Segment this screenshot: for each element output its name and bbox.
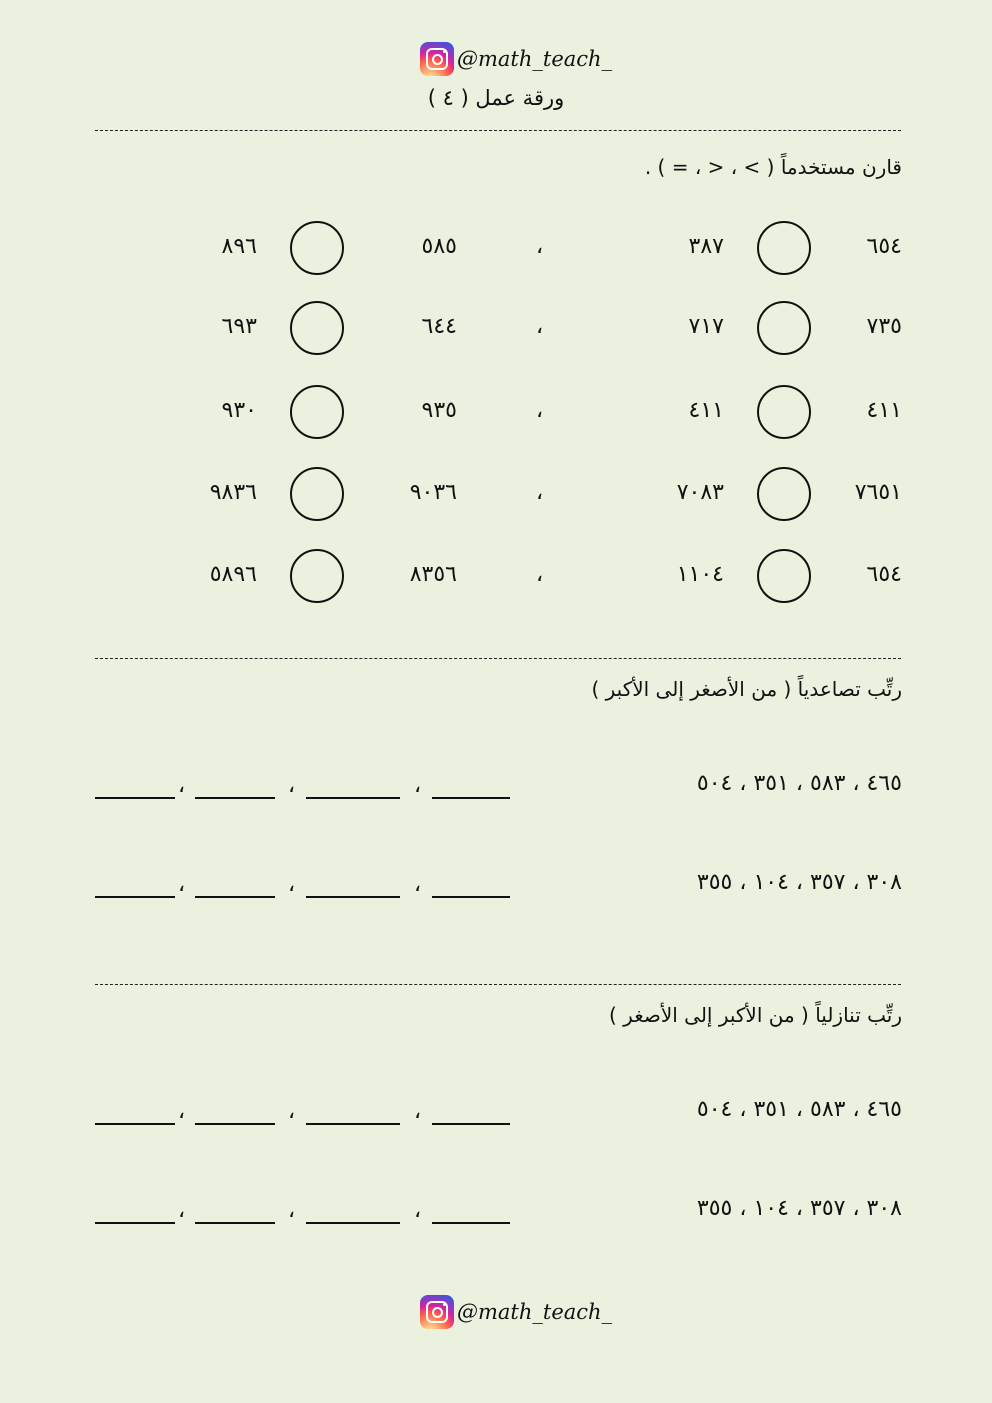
- compare-number-d: ٦٩٣: [221, 314, 257, 339]
- number-sequence: ٣٠٨ ، ٣٥٧ ، ١٠٤ ، ٣٥٥: [696, 870, 902, 895]
- answer-blank[interactable]: [306, 797, 400, 799]
- compare-number-c: ٨٣٥٦: [409, 562, 457, 587]
- instagram-icon: [420, 1295, 454, 1329]
- answer-blank[interactable]: [195, 797, 275, 799]
- answer-circle[interactable]: [290, 301, 344, 355]
- separator: ،: [288, 872, 296, 897]
- answer-blank[interactable]: [432, 896, 510, 898]
- divider: [95, 130, 901, 131]
- separator: ،: [536, 562, 544, 587]
- answer-blank[interactable]: [306, 1123, 400, 1125]
- answer-blank[interactable]: [195, 896, 275, 898]
- footer-brand: [420, 1295, 612, 1329]
- answer-blank[interactable]: [195, 1222, 275, 1224]
- divider: [95, 984, 901, 985]
- answer-circle[interactable]: [757, 301, 811, 355]
- compare-number-a: ٤١١: [866, 398, 902, 423]
- compare-number-b: ٤١١: [688, 398, 724, 423]
- answer-blank[interactable]: [195, 1123, 275, 1125]
- compare-instruction: قارن مستخدماً ( > ، < ، = ) .: [644, 155, 902, 179]
- compare-number-d: ٥٨٩٦: [209, 562, 257, 587]
- answer-circle[interactable]: [757, 549, 811, 603]
- instagram-icon: [420, 42, 454, 76]
- separator: ،: [536, 398, 544, 423]
- compare-number-c: ٦٤٤: [421, 314, 457, 339]
- compare-number-d: ٩٨٣٦: [209, 480, 257, 505]
- answer-blank[interactable]: [95, 896, 175, 898]
- separator: ،: [288, 1198, 296, 1223]
- compare-number-a: ٦٥٤: [866, 234, 902, 259]
- compare-number-a: ٦٥٤: [866, 562, 902, 587]
- header-handle: @math_teach_: [457, 47, 613, 71]
- separator: ،: [414, 872, 422, 897]
- separator: ،: [414, 1099, 422, 1124]
- answer-circle[interactable]: [757, 467, 811, 521]
- separator: ،: [414, 773, 422, 798]
- answer-circle[interactable]: [290, 221, 344, 275]
- number-sequence: ٣٠٨ ، ٣٥٧ ، ١٠٤ ، ٣٥٥: [696, 1196, 902, 1221]
- page-title: ورقة عمل ( ٤ ): [427, 86, 565, 110]
- answer-circle[interactable]: [290, 549, 344, 603]
- compare-number-b: ٧١٧: [688, 314, 724, 339]
- answer-circle[interactable]: [290, 385, 344, 439]
- answer-blank[interactable]: [95, 797, 175, 799]
- compare-number-b: ٣٨٧: [688, 234, 724, 259]
- answer-blank[interactable]: [95, 1222, 175, 1224]
- compare-number-a: ٧٣٥: [866, 314, 902, 339]
- compare-number-b: ١١٠٤: [676, 562, 724, 587]
- header-brand: [420, 42, 612, 76]
- number-sequence: ٤٦٥ ، ٥٨٣ ، ٣٥١ ، ٥٠٤: [696, 771, 902, 796]
- number-sequence: ٤٦٥ ، ٥٨٣ ، ٣٥١ ، ٥٠٤: [696, 1097, 902, 1122]
- compare-number-c: ٥٨٥: [421, 234, 457, 259]
- answer-blank[interactable]: [306, 1222, 400, 1224]
- separator: ،: [536, 314, 544, 339]
- separator: ،: [178, 1099, 186, 1124]
- separator: ،: [536, 480, 544, 505]
- compare-number-d: ٩٣٠: [221, 398, 257, 423]
- answer-blank[interactable]: [432, 797, 510, 799]
- ascending-instruction: رتِّب تصاعدياً ( من الأصغر إلى الأكبر ): [591, 677, 902, 701]
- separator: ،: [414, 1198, 422, 1223]
- divider: [95, 658, 901, 659]
- separator: ،: [178, 1198, 186, 1223]
- answer-blank[interactable]: [306, 896, 400, 898]
- compare-number-a: ٧٦٥١: [854, 480, 902, 505]
- separator: ،: [288, 1099, 296, 1124]
- compare-number-d: ٨٩٦: [221, 234, 257, 259]
- descending-instruction: رتِّب تنازلياً ( من الأكبر إلى الأصغر ): [609, 1003, 902, 1027]
- compare-number-c: ٩٠٣٦: [409, 480, 457, 505]
- answer-circle[interactable]: [757, 385, 811, 439]
- answer-circle[interactable]: [290, 467, 344, 521]
- separator: ،: [178, 872, 186, 897]
- separator: ،: [288, 773, 296, 798]
- answer-blank[interactable]: [432, 1222, 510, 1224]
- answer-circle[interactable]: [757, 221, 811, 275]
- footer-handle: @math_teach_: [457, 1300, 613, 1324]
- compare-number-b: ٧٠٨٣: [676, 480, 724, 505]
- answer-blank[interactable]: [95, 1123, 175, 1125]
- answer-blank[interactable]: [432, 1123, 510, 1125]
- separator: ،: [178, 773, 186, 798]
- separator: ،: [536, 234, 544, 259]
- compare-number-c: ٩٣٥: [421, 398, 457, 423]
